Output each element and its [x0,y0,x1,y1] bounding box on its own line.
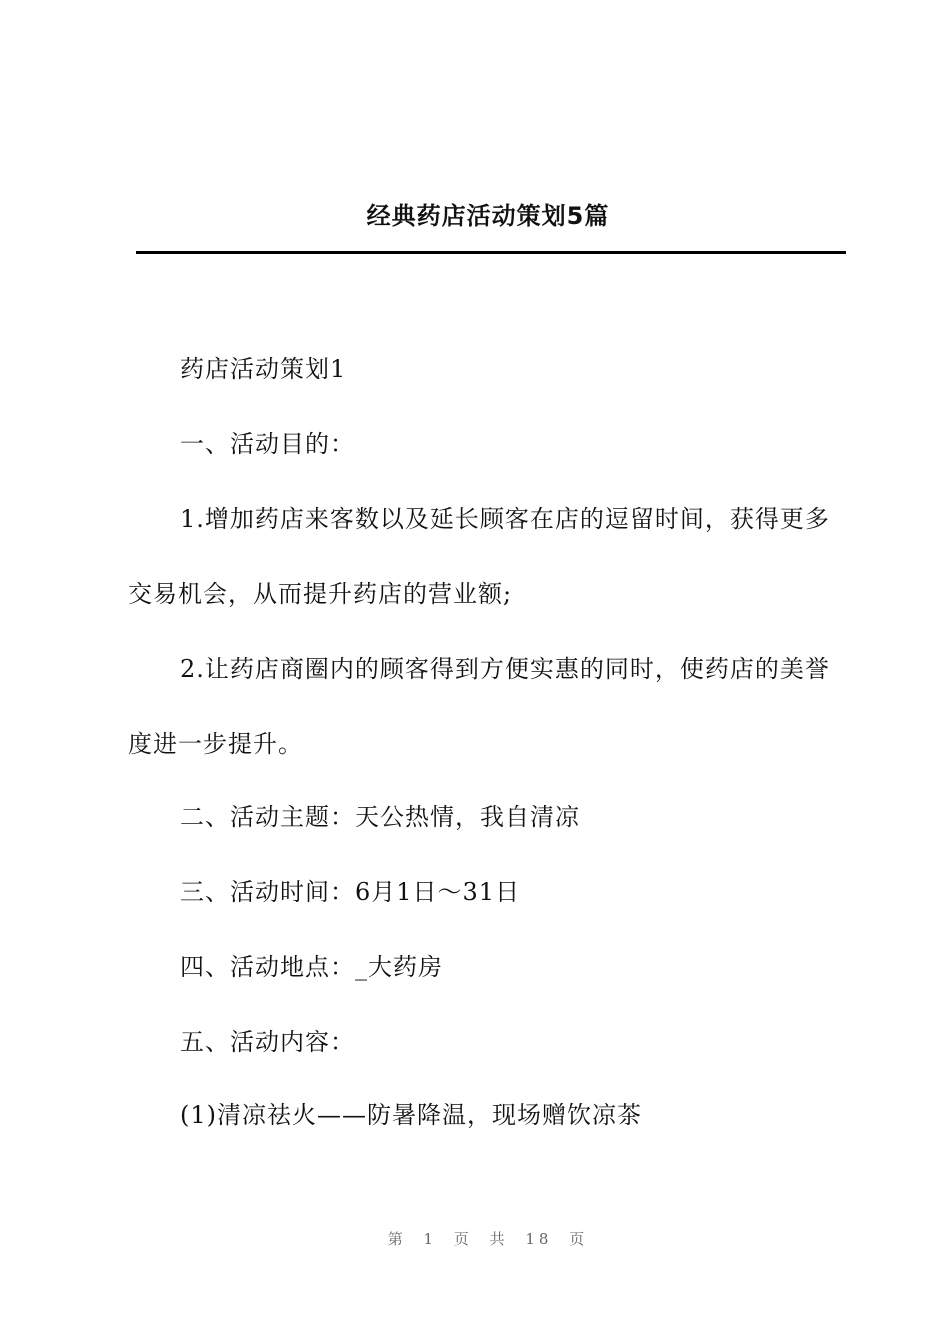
paragraph-line: 度进一步提升。 [128,730,303,758]
paragraph-line: 2.让药店商圈内的顾客得到方便实惠的同时，使药店的美誉 [180,655,830,683]
title-divider [136,251,846,254]
page-number-footer: 第 1 页 共 18 页 [387,1230,589,1248]
paragraph-line: 二、活动主题：天公热情，我自清凉 [180,803,580,831]
document-title: 经典药店活动策划5篇 [366,202,610,230]
paragraph-line: 四、活动地点：_大药房 [180,953,443,981]
paragraph-line: 1.增加药店来客数以及延长顾客在店的逗留时间，获得更多 [180,505,830,533]
paragraph-line: 三、活动时间：6月1日～31日 [180,878,521,906]
section-heading: 药店活动策划1 [180,355,347,383]
paragraph-line: 交易机会，从而提升药店的营业额; [128,580,513,608]
paragraph-line: (1)清凉祛火——防暑降温，现场赠饮凉茶 [180,1101,642,1129]
paragraph-line: 五、活动内容： [180,1028,355,1056]
paragraph-line: 一、活动目的： [180,430,355,458]
